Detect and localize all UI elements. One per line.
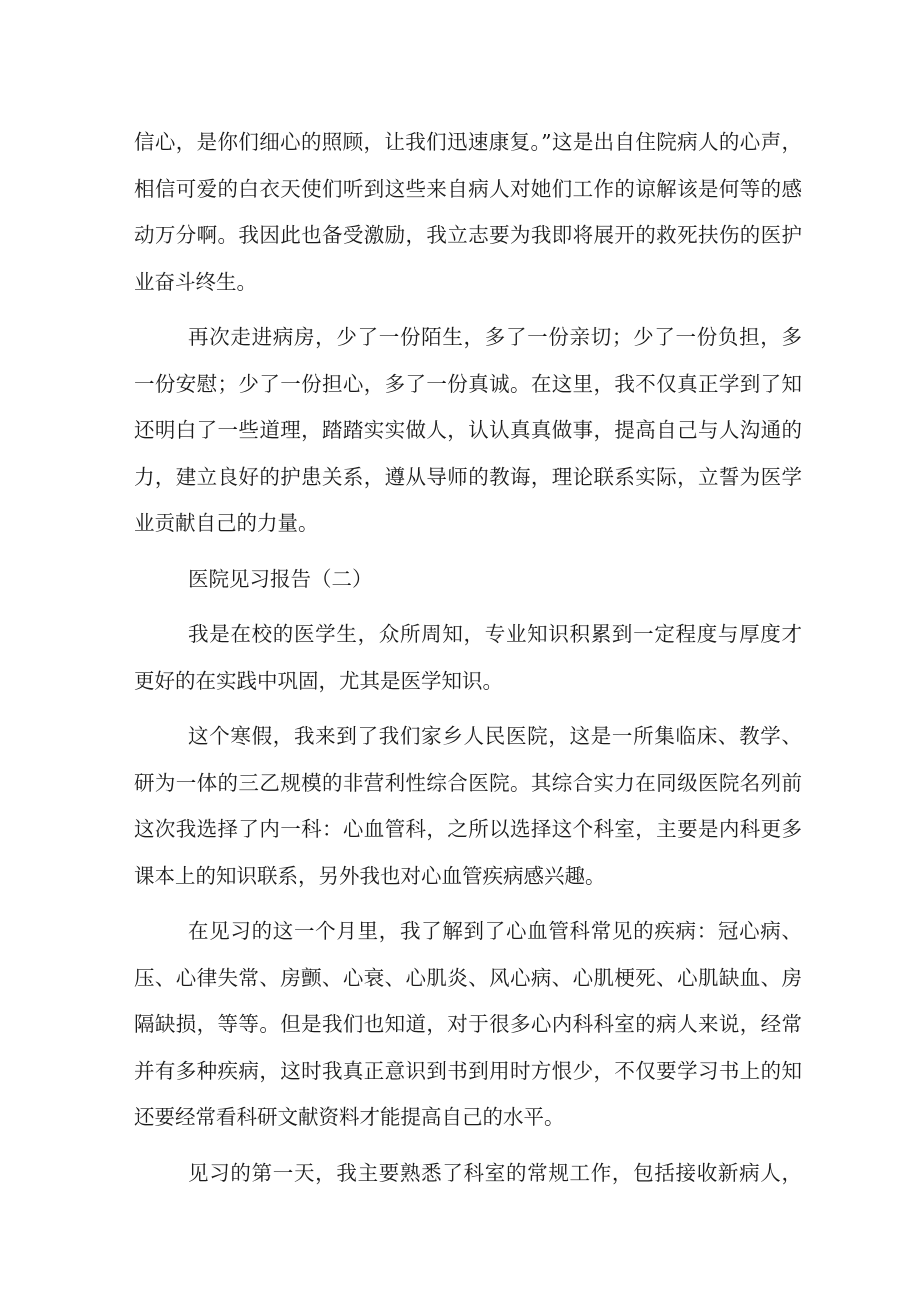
text-line: 再次走进病房，少了一份陌生，多了一份亲切；少了一份负担，多 xyxy=(188,325,802,349)
paragraph xyxy=(134,119,802,305)
text-line: 一份安慰；少了一份担心，多了一份真诚。在这里，我不仅真正学到了知 xyxy=(134,371,802,396)
paragraph xyxy=(134,1150,802,1197)
text-line: 还明白了一些道理，踏踏实实做人，认认真真做事，提高自己与人沟通的 xyxy=(134,418,802,442)
text-line: 并有多种疾病，这时我真正意识到书到用时方恨少，不仅要学习书上的知 xyxy=(134,1058,802,1083)
text-line: 在见习的这一个月里，我了解到了心血管科常见的疾病：冠心病、 xyxy=(188,919,802,943)
text-line: 还要经常看科研文献资料才能提高自己的水平。 xyxy=(134,1105,565,1129)
text-line: 隔缺损，等等。但是我们也知道，对于很多心内科科室的病人来说，经常 xyxy=(134,1012,802,1036)
text-line: 信心，是你们细心的照顾，让我们迅速康复。”这是出自住院病人的心声， xyxy=(134,130,802,154)
text-line: 动万分啊。我因此也备受激励，我立志要为我即将展开的救死扶伤的医护 xyxy=(134,223,802,247)
text-line: 相信可爱的白衣天使们听到这些来自病人对她们工作的谅解该是何等的感 xyxy=(134,176,802,201)
text-line: 这个寒假，我来到了我们家乡人民医院，这是一所集临床、教学、 xyxy=(188,724,802,748)
text-line: 这次我选择了内一科：心血管科，之所以选择这个科室，主要是内科更多 xyxy=(134,817,802,841)
text-line: 见习的第一天，我主要熟悉了科室的常规工作，包括接收新病人， xyxy=(188,1160,802,1185)
section-heading xyxy=(134,556,802,603)
text-line: 业奋斗终生。 xyxy=(134,269,257,294)
text-line: 我是在校的医学生，众所周知，专业知识积累到一定程度与厚度才 xyxy=(188,622,802,646)
text-line: 压、心律失常、房颤、心衰、心肌炎、风心病、心肌梗死、心肌缺血、房 xyxy=(134,965,802,990)
paragraph xyxy=(134,908,802,1141)
text-line: 业贡献自己的力量。 xyxy=(134,511,319,535)
text-line: 力，建立良好的护患关系，遵从导师的教诲，理论联系实际，立誓为医学 xyxy=(134,464,802,489)
text-line: 研为一体的三乙规模的非营利性综合医院。其综合实力在同级医院名列前 xyxy=(134,770,802,795)
paragraph xyxy=(134,314,802,547)
document-body xyxy=(134,119,802,1205)
text-line: 医院见习报告（二） xyxy=(188,566,373,591)
paragraph xyxy=(134,611,802,704)
text-line: 更好的在实践中巩固，尤其是医学知识。 xyxy=(134,668,503,693)
paragraph xyxy=(134,713,802,899)
text-line: 课本上的知识联系，另外我也对心血管疾病感兴趣。 xyxy=(134,863,606,888)
